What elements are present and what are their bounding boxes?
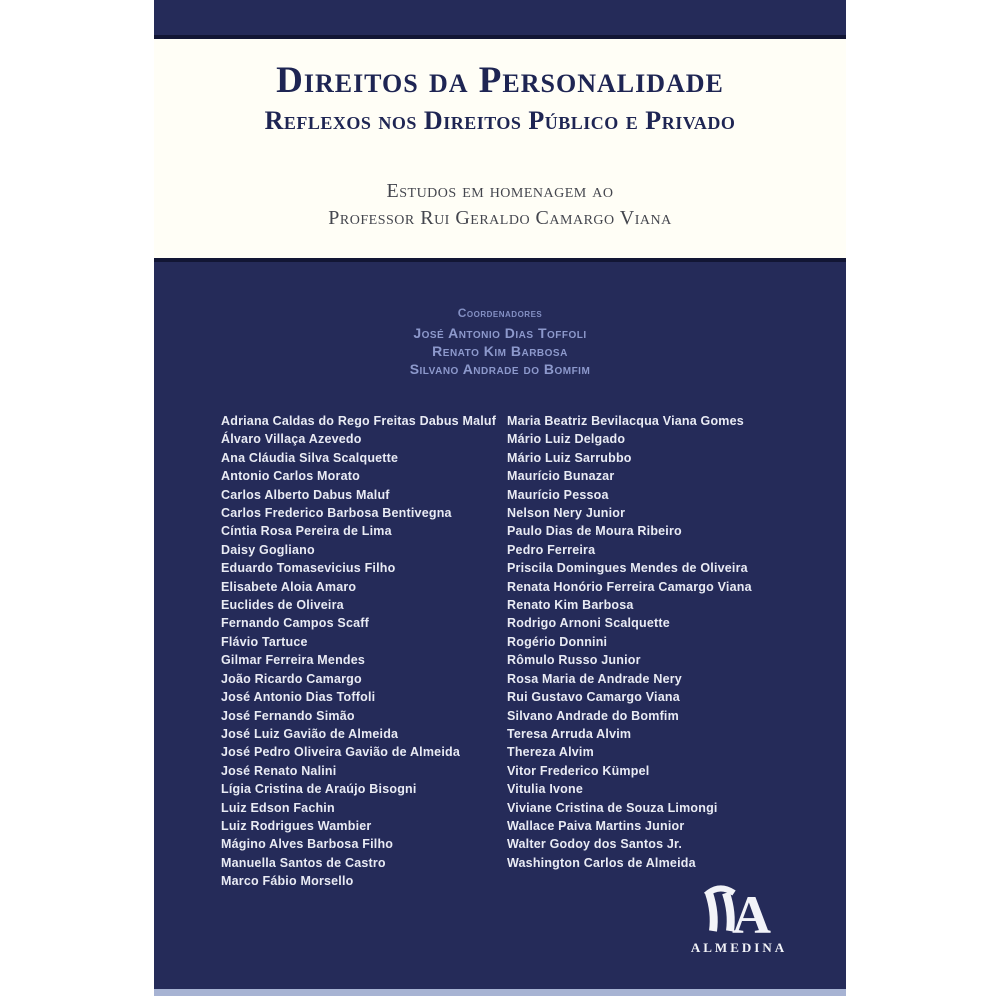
author-name: Maurício Pessoa — [507, 487, 609, 502]
author-name: Daisy Gogliano — [221, 542, 315, 557]
author-name: Washington Carlos de Almeida — [507, 855, 696, 870]
author-name: Vitor Frederico Kümpel — [507, 763, 650, 778]
author-name: Maurício Bunazar — [507, 469, 615, 484]
author-name: Euclides de Oliveira — [221, 598, 344, 613]
author-name: Priscila Domingues Mendes de Oliveira — [507, 561, 748, 576]
book-subtitle: Reflexos nos Direitos Público e Privado — [264, 105, 736, 135]
author-name: Teresa Arruda Alvim — [507, 726, 632, 741]
author-name: Renata Honório Ferreira Camargo Viana — [507, 579, 752, 594]
author-name: Manuella Santos de Castro — [221, 855, 386, 870]
coordinators-block — [154, 262, 846, 378]
author-name: Luiz Rodrigues Wambier — [221, 818, 372, 833]
author-name: José Fernando Simão — [221, 708, 355, 723]
author-name: Rosa Maria de Andrade Nery — [507, 671, 682, 686]
almedina-open-book-logo-icon — [699, 881, 779, 939]
author-name: Lígia Cristina de Araújo Bisogni — [221, 782, 417, 797]
author-name: Viviane Cristina de Souza Limongi — [507, 800, 718, 815]
author-column-right — [507, 412, 846, 891]
author-name: Thereza Alvim — [507, 745, 594, 760]
author-name: Maria Beatriz Bevilacqua Viana Gomes — [507, 414, 744, 428]
author-name: José Pedro Oliveira Gavião de Almeida — [221, 745, 460, 760]
author-name: Ana Cláudia Silva Scalquette — [221, 450, 399, 465]
author-columns — [154, 412, 846, 891]
coordinators-heading: Coordenadores — [457, 306, 543, 320]
author-name: Pedro Ferreira — [507, 542, 596, 557]
author-name: Mário Luiz Sarrubbo — [507, 450, 632, 465]
author-name: Antonio Carlos Morato — [221, 469, 360, 484]
author-name: Elisabete Aloia Amaro — [221, 579, 357, 594]
book-title: Direitos da Personalidade — [276, 60, 724, 101]
top-band — [154, 0, 846, 39]
dedication-line-1: Estudos em homenagem ao — [386, 179, 614, 202]
author-name: Rodrigo Arnoni Scalquette — [507, 616, 670, 631]
coordinator-name: José Antonio Dias Toffoli — [413, 325, 587, 341]
author-name: Vitulia Ivone — [507, 782, 584, 797]
author-name: Rui Gustavo Camargo Viana — [507, 690, 680, 705]
author-name: Adriana Caldas do Rego Freitas Dabus Maluf — [221, 414, 497, 428]
author-name: João Ricardo Camargo — [221, 671, 362, 686]
author-name: Gilmar Ferreira Mendes — [221, 653, 366, 668]
author-name: Silvano Andrade do Bomfim — [507, 708, 679, 723]
author-name: Carlos Alberto Dabus Maluf — [221, 487, 390, 502]
author-name: Álvaro Villaça Azevedo — [221, 432, 362, 447]
author-name: José Antonio Dias Toffoli — [221, 690, 376, 705]
author-name: Rogério Donnini — [507, 634, 608, 649]
author-name: Carlos Frederico Barbosa Bentivegna — [221, 506, 452, 521]
dedication — [154, 178, 846, 232]
publisher-logo-block — [687, 881, 791, 956]
author-name: Mágino Alves Barbosa Filho — [221, 837, 394, 852]
author-name: Nelson Nery Junior — [507, 506, 626, 521]
dedication-line-2: Professor Rui Geraldo Camargo Viana — [328, 206, 672, 229]
author-name: Marco Fábio Morsello — [221, 874, 354, 889]
author-name: Walter Godoy dos Santos Jr. — [507, 837, 683, 852]
publisher-name: ALMEDINA — [690, 940, 788, 955]
book-cover — [154, 0, 846, 1000]
coordinator-name: Renato Kim Barbosa — [432, 343, 568, 359]
author-name: Cíntia Rosa Pereira de Lima — [221, 524, 392, 539]
main-panel — [154, 258, 846, 989]
author-name: Flávio Tartuce — [221, 634, 308, 649]
author-name: José Renato Nalini — [221, 763, 337, 778]
coordinator-name: Silvano Andrade do Bomfim — [409, 361, 591, 377]
author-name: Fernando Campos Scaff — [221, 616, 369, 631]
title-area — [154, 39, 846, 258]
author-column-left — [221, 412, 507, 891]
author-name: Eduardo Tomasevicius Filho — [221, 561, 396, 576]
coordinators-names — [154, 324, 846, 378]
svg-text:A: A — [732, 885, 771, 939]
bottom-strip — [154, 989, 846, 996]
author-name: Wallace Paiva Martins Junior — [507, 818, 685, 833]
author-name: José Luiz Gavião de Almeida — [221, 726, 399, 741]
author-name: Paulo Dias de Moura Ribeiro — [507, 524, 682, 539]
author-name: Mário Luiz Delgado — [507, 432, 626, 447]
author-name: Rômulo Russo Junior — [507, 653, 641, 668]
author-name: Luiz Edson Fachin — [221, 800, 335, 815]
author-name: Renato Kim Barbosa — [507, 598, 634, 613]
